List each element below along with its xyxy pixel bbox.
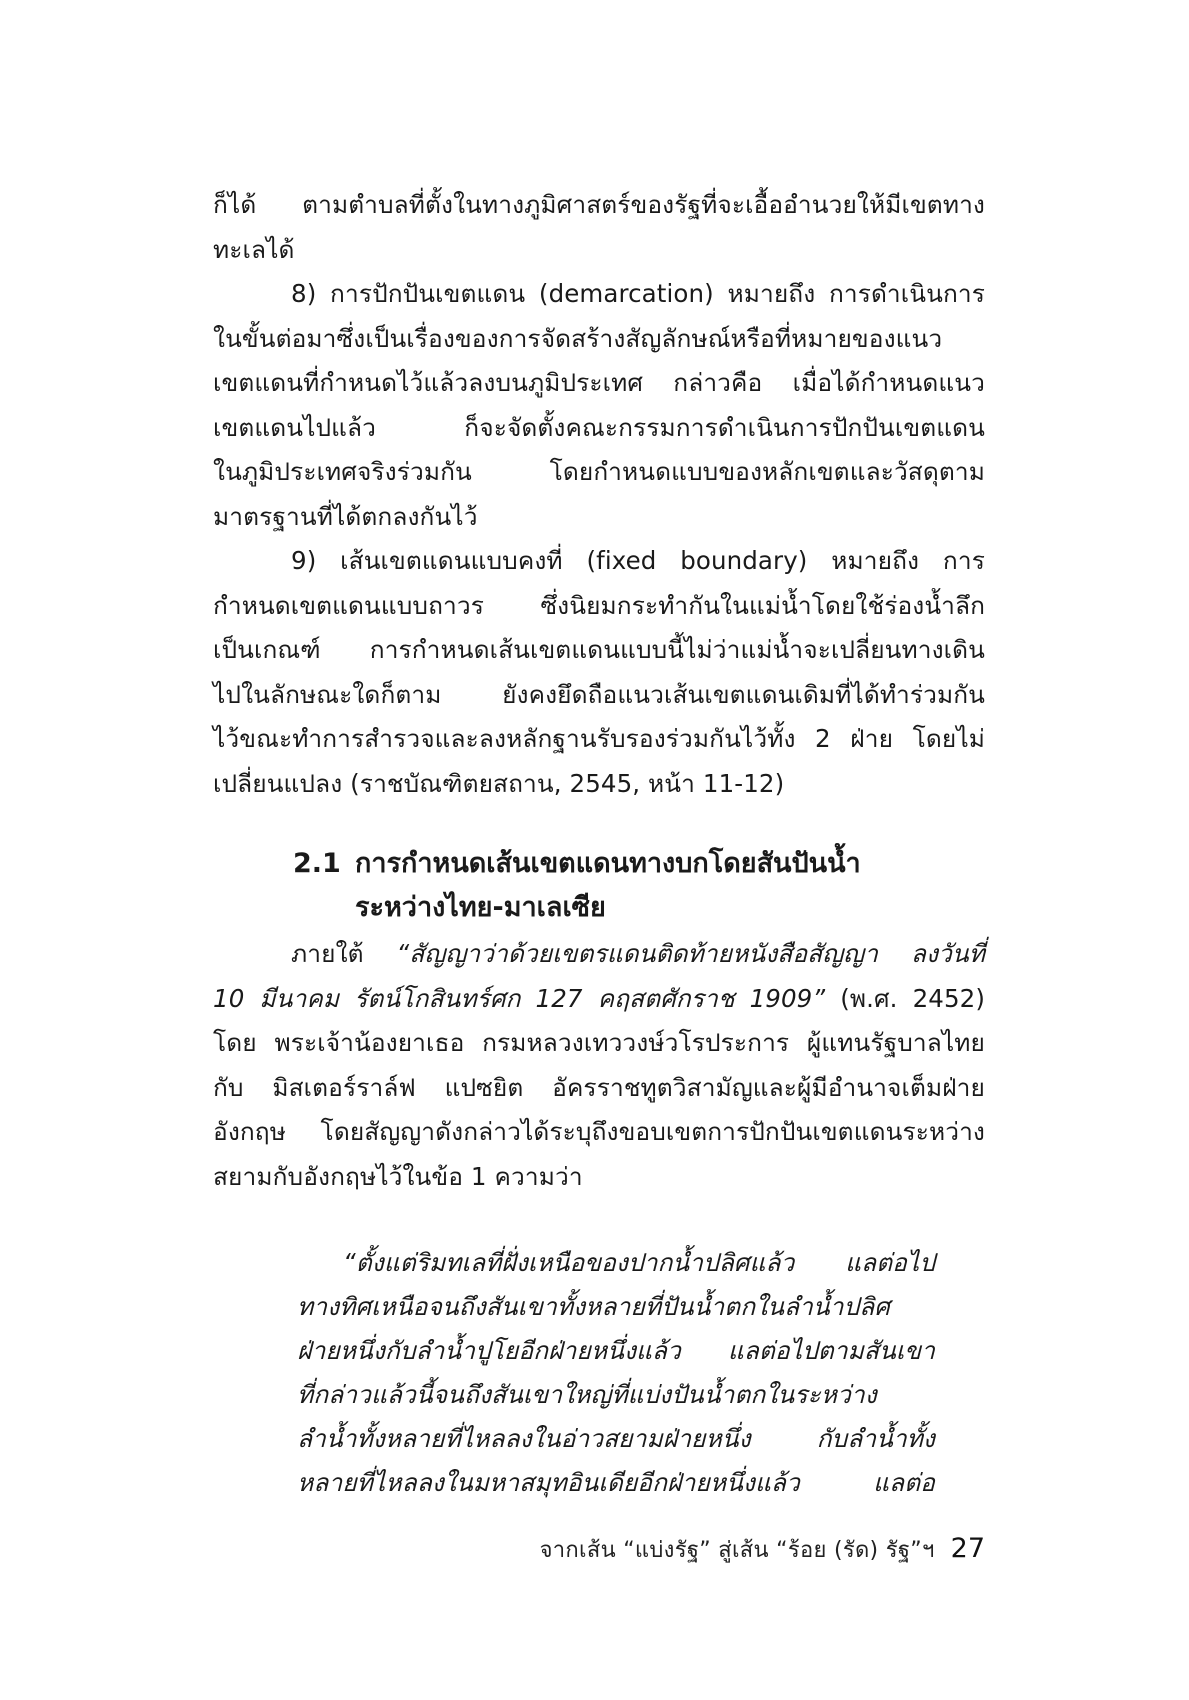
text-line: ก็ได้ ตามตำบลที่ตั้งในทางภูมิศาสตร์ของรัฐที่จะเอื้ออำนวยให้มีเขตทาง [213,190,985,219]
text-line: มาตรฐานที่ได้ตกลงกันไว้ [213,501,478,531]
section-heading [213,842,985,930]
text-line: เป็นเกณฑ์ การกำหนดเส้นเขตแดนแบบนี้ไม่ว่าแม่น้ำจะเปลี่ยนทางเดิน [213,635,985,664]
quote-line: ที่กล่าวแล้วนี้จนถึงสันเขาใหญ่ที่แบ่งปันน้ำตกในระหว่าง [297,1380,877,1409]
text-line: ในภูมิประเทศจริงร่วมกัน โดยกำหนดแบบของหลักเขตและวัสดุตาม [213,457,985,486]
text-line: ทะเลได้ [213,234,295,264]
text-line: ในขั้นต่อมาซึ่งเป็นเรื่องของการจัดสร้างสัญลักษณ์หรือที่หมายของแนว [213,323,943,353]
text-line: ไว้ขณะทำการสำรวจและลงหลักฐานรับรองร่วมกันไว้ทั้ง 2 ฝ่าย โดยไม่ [213,724,985,753]
quote-line: ฝ่ายหนึ่งกับลำน้ำปูโยอีกฝ่ายหนึ่งแล้ว แลต่อไปตามสันเขา [297,1336,935,1365]
text-line: เขตแดนไปแล้ว ก็จะจัดตั้งคณะกรรมการดำเนินการปักปันเขตแดน [213,412,985,442]
text-line [213,977,985,1022]
definition-item-8 [213,272,985,539]
quote-line: “ตั้งแต่ริมทเลที่ฝั่งเหนือของปากน้ำปลิศแล้ว แลต่อไป [343,1248,935,1277]
text-line: 9) เส้นเขตแดนแบบคงที่ (fixed boundary) หมายถึง การ [291,546,985,575]
treaty-title: “สัญญาว่าด้วยเขตรแดนติดท้ายหนังสือสัญญา ลงวันที่ [396,939,985,968]
intro-paragraph [213,183,985,272]
quote-line: ลำน้ำทั้งหลายที่ไหลลงในอ่าวสยามฝ่ายหนึ่ง กับลำน้ำทั้ง [297,1424,935,1453]
section-paragraph [213,932,985,1199]
running-title: จากเส้น “แบ่งรัฐ” สู่เส้น “ร้อย (รัด) รัฐ”ฯ [539,1538,935,1563]
quote-line: ทางทิศเหนือจนถึงสันเขาทั้งหลายที่ปันน้ำตกในลำน้ำปลิศ [297,1292,890,1321]
treaty-title-continued: 10 มีนาคม รัตน์โกสินทร์ศก 127 คฤสตศักราช 1909” [213,983,826,1013]
text-run: (พ.ศ. 2452) [825,983,985,1013]
text-line: เปลี่ยนแปลง (ราชบัณฑิตยสถาน, 2545, หน้า 11-12) [213,768,785,798]
page-content [213,183,985,1505]
section-heading-line-1 [213,842,985,886]
text-line: กำหนดเขตแดนแบบถาวร ซึ่งนิยมกระทำกันในแม่น้ำโดยใช้ร่องน้ำลึก [213,590,985,620]
page-number: 27 [950,1533,985,1564]
text-line: โดย พระเจ้าน้องยาเธอ กรมหลวงเทววงษ์วโรประการ ผู้แทนรัฐบาลไทย [213,1028,985,1057]
section-title: การกำหนดเส้นเขตแดนทางบกโดยสันปันน้ำ [355,848,861,879]
section-number: 2.1 [293,848,341,879]
text-line: เขตแดนที่กำหนดไว้แล้วลงบนภูมิประเทศ กล่าวคือ เมื่อได้กำหนดแนว [213,368,985,397]
text-line [213,932,985,977]
section-title-continued: ระหว่างไทย-มาเลเซีย [355,892,606,923]
text-line: สยามกับอังกฤษไว้ในข้อ 1 ความว่า [213,1161,583,1191]
text-line: กับ มิสเตอร์ราล์ฟ แปซยิต อัครราชทูตวิสามัญและผู้มีอำนาจเต็มฝ่าย [213,1072,985,1102]
text-run: ภายใต้ [291,939,397,968]
text-line: 8) การปักปันเขตแดน (demarcation) หมายถึง การดำเนินการ [291,279,985,308]
page-footer [500,1532,985,1572]
block-quote [297,1241,935,1505]
text-line: อังกฤษ โดยสัญญาดังกล่าวได้ระบุถึงขอบเขตการปักปันเขตแดนระหว่าง [213,1117,985,1146]
definition-item-9 [213,539,985,806]
text-line: ไปในลักษณะใดก็ตาม ยังคงยึดถือแนวเส้นเขตแดนเดิมที่ได้ทำร่วมกัน [213,679,985,709]
quote-line: หลายที่ไหลลงในมหาสมุทอินเดียอีกฝ่ายหนึ่งแล้ว แลต่อ [297,1468,935,1497]
